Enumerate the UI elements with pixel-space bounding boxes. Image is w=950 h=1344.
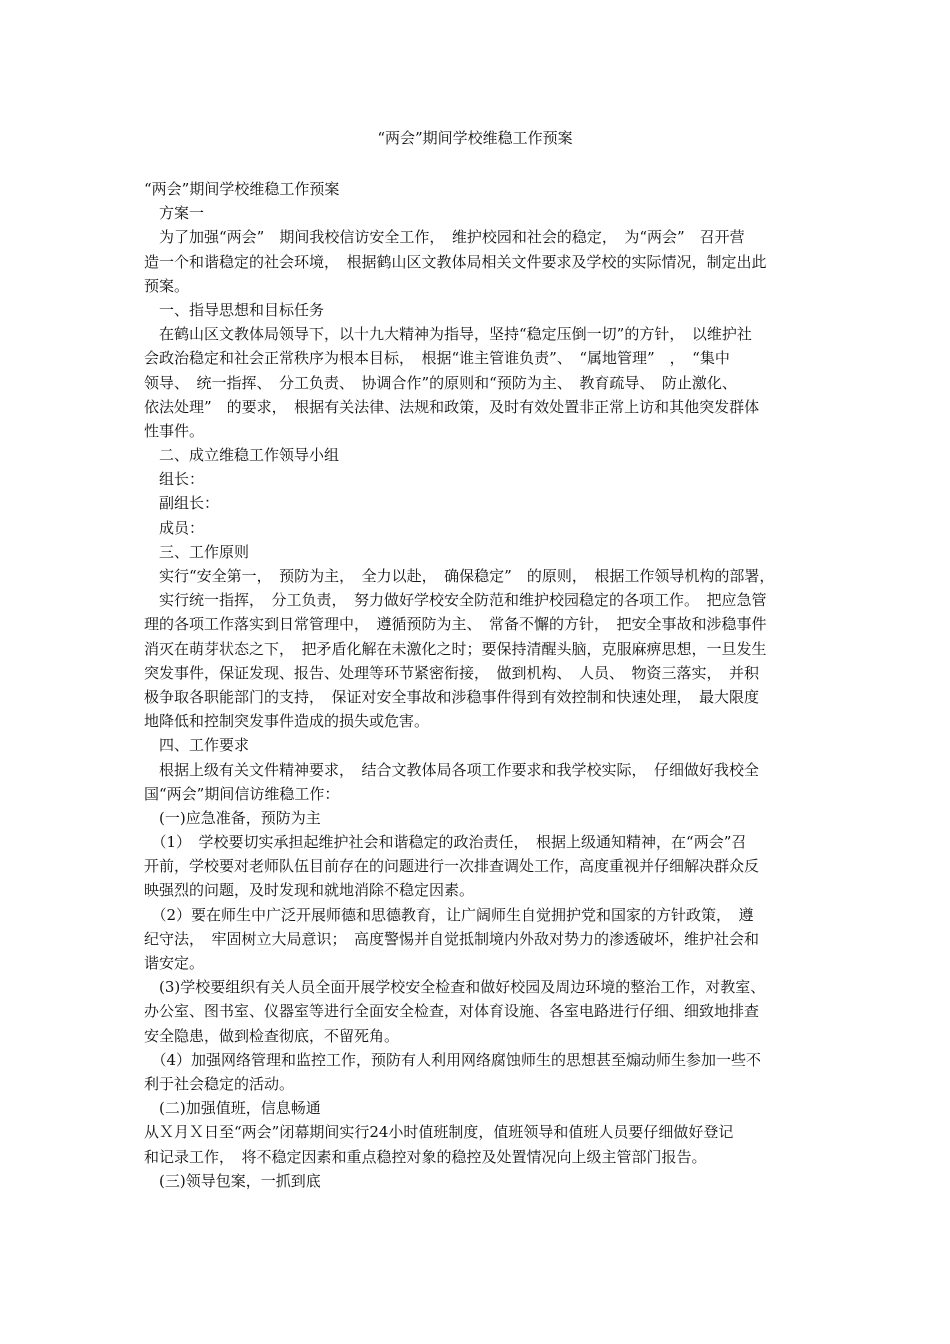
document-body: [144, 177, 810, 1193]
text-line: 地降低和控制突发事件造成的损失或危害。: [144, 712, 430, 731]
text-line: （1） 学校要切实承担起维护社会和谐稳定的政治责任， 根据上级通知精神，在“两会”召: [144, 833, 747, 852]
text-line: 造一个和谐稳定的社会环境， 根据鹤山区文教体局相关文件要求及学校的实际情况，制定出此: [144, 252, 767, 271]
document-title: “两会”期间学校维稳工作预案: [377, 129, 573, 147]
text-line: 一、指导思想和目标任务: [144, 300, 325, 319]
text-line: 国“两会”期间信访维稳工作：: [144, 784, 340, 803]
text-line: 预案。: [144, 276, 190, 295]
text-line: (二)加强值班，信息畅通: [144, 1099, 321, 1118]
text-line: 利于社会稳定的活动。: [144, 1074, 295, 1093]
text-line: 成员：: [144, 518, 205, 537]
text-line: 开前，学校要对老师队伍目前存在的问题进行一次排查调处工作，高度重视并仔细解决群众反: [144, 857, 760, 876]
text-line: “两会”期间学校维稳工作预案: [144, 180, 340, 198]
text-line: (三)领导包案，一抓到底: [144, 1171, 321, 1190]
text-line: 二、成立维稳工作领导小组: [144, 446, 340, 465]
text-line: 突发事件，保证发现、报告、处理等环节紧密衔接， 做到机构、 人员、 物资三落实， 并积: [144, 663, 760, 682]
text-line: 实行统一指挥， 分工负责， 努力做好学校安全防范和维护校园稳定的各项工作。 把应急管: [144, 591, 767, 610]
text-line: 领导、 统一指挥、 分工负责、 协调合作”的原则和“预防为主、 教育疏导、 防止激化、: [144, 373, 737, 392]
text-line: 映强烈的问题，及时发现和就地消除不稳定因素。: [144, 881, 475, 900]
text-line: 为了加强“两会” 期间我校信访安全工作， 维护校园和社会的稳定， 为“两会” 召开营: [144, 228, 745, 247]
text-line: （4）加强网络管理和监控工作，预防有人利用网络腐蚀师生的思想甚至煽动师生参加一些不: [144, 1050, 762, 1069]
text-line: 依法处理” 的要求， 根据有关法律、法规和政策，及时有效处置非正常上访和其他突发群体: [144, 397, 760, 416]
text-line: 极争取各职能部门的支持， 保证对安全事故和涉稳事件得到有效控制和快速处理， 最大限度: [144, 687, 760, 706]
text-line: (一)应急准备，预防为主: [144, 808, 321, 827]
text-line: 四、工作要求: [144, 736, 250, 755]
text-line: 和记录工作， 将不稳定因素和重点稳控对象的稳控及处置情况向上级主管部门报告。: [144, 1147, 707, 1166]
text-line: (3)学校要组织有关人员全面开展学校安全检查和做好校园及周边环境的整治工作，对教室、: [144, 978, 766, 997]
text-line: 根据上级有关文件精神要求， 结合文教体局各项工作要求和我学校实际， 仔细做好我校全: [144, 760, 760, 779]
text-line: 会政治稳定和社会正常秩序为根本目标， 根据“谁主管谁负责”、 “属地管理” ， “集中: [144, 349, 730, 368]
text-line: 从Ｘ月Ｘ日至“两会”闭幕期间实行24小时值班制度，值班领导和值班人员要仔细做好登记: [144, 1123, 734, 1142]
text-line: 在鹤山区文教体局领导下，以十九大精神为指导，坚持“稳定压倒一切”的方针， 以维护社: [144, 325, 752, 344]
text-line: 纪守法， 牢固树立大局意识； 高度警惕并自觉抵制境内外敌对势力的渗透破坏，维护社会和: [144, 929, 760, 948]
text-line: 办公室、图书室、仪器室等进行全面安全检查，对体育设施、各室电路进行仔细、细致地排查: [144, 1002, 760, 1021]
text-line: 组长：: [144, 470, 205, 489]
text-line: 谐安定。: [144, 954, 205, 972]
text-line: 性事件。: [144, 421, 205, 440]
text-line: 三、工作原则: [144, 542, 250, 561]
text-line: 消灭在萌芽状态之下， 把矛盾化解在未激化之时；要保持清醒头脑，克服麻痹思想，一旦发生: [144, 639, 767, 658]
text-line: 方案一: [144, 204, 205, 223]
text-line: 理的各项工作落实到日常管理中， 遵循预防为主、 常备不懈的方针， 把安全事故和涉稳事件: [144, 615, 767, 634]
text-line: 副组长：: [144, 494, 220, 513]
text-line: （2）要在师生中广泛开展师德和思德教育，让广阔师生自觉拥护党和国家的方针政策， 遵: [144, 905, 754, 924]
text-line: 实行“安全第一， 预防为主， 全力以赴， 确保稳定” 的原则， 根据工作领导机构的部署，: [144, 567, 775, 585]
text-line: 安全隐患，做到检查彻底，不留死角。: [144, 1026, 400, 1045]
